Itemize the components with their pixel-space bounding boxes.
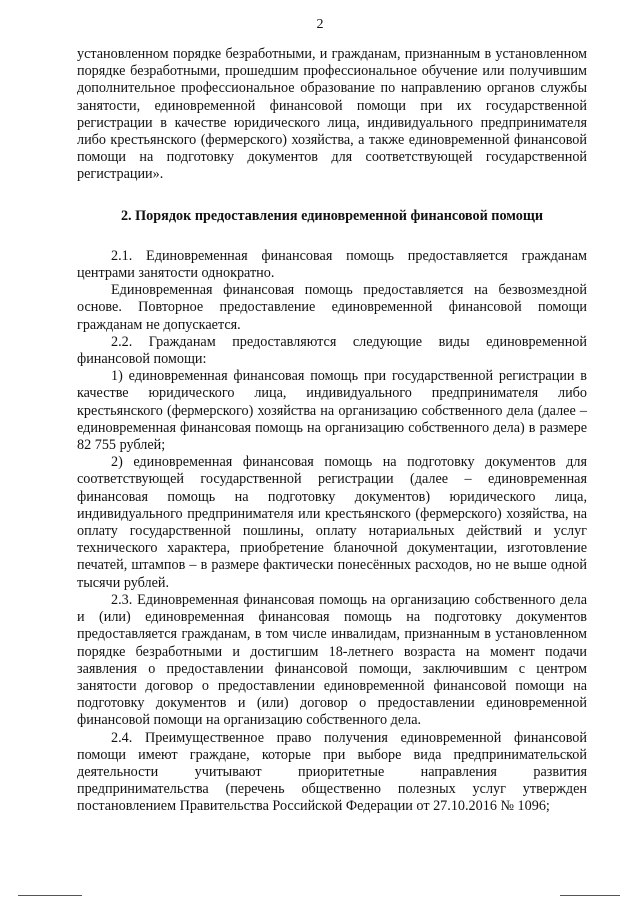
paragraph-2-1: 2.1. Единовременная финансовая помощь предоставляется гражданам центрами занятости однократно. [77,247,587,282]
footer-rule-left [18,895,82,896]
document-body [77,46,587,816]
paragraph-2-4: 2.4. Преимущественное право получения единовременной финансовой помощи имеют граждане, которые при выборе вида предпринимательской деятельности учитывают приоритетные направления развития предпринимательства (перечень общественно полезных услуг утвержден постановлением Правительства Российской Федерации от 27.10.2016 № 1096; [77,729,587,815]
paragraph-item-1: 1) единовременная финансовая помощь при государственной регистрации в качестве юридического лица, индивидуального предпринимателя либо крестьянского (фермерского) хозяйства на организацию собственного дела (далее – единовременная финансовая помощь на организацию собственного дела) в размере 82 755 рублей; [77,368,587,454]
page-number: 2 [316,17,324,32]
paragraph-2-2: 2.2. Гражданам предоставляются следующие виды единовременной финансовой помощи: [77,333,587,368]
paragraph-2-3: 2.3. Единовременная финансовая помощь на организацию собственного дела и (или) единовременная финансовая помощь на подготовку документов предоставляется гражданам, в том числе инвалидам, признанным в установленном порядке безработными и достигшим 18-летнего возраста на момент подачи заявления о предоставлении финансовой помощи, заключившим с центром занятости договор о предоставлении единовременной финансовой помощи на подготовку документов и (или) договор о предоставлении единовременной финансовой помощи на организацию собственного дела. [77,591,587,729]
footer-rule-right [560,895,620,896]
paragraph-free-basis: Единовременная финансовая помощь предоставляется на безвозмездной основе. Повторное предоставление единовременной финансовой помощи гражданам не допускается. [77,282,587,333]
section-heading: 2. Порядок предоставления единовременной финансовой помощи [120,207,544,224]
paragraph-item-2: 2) единовременная финансовая помощь на подготовку документов для соответствующей государственной регистрации (далее – единовременная финансовая помощь на подготовку документов) юридического лица, индивидуального предпринимателя или крестьянского (фермерского) хозяйства, на оплату государственной пошлины, оплату нотариальных действий и услуг технического характера, приобретение бланочной документации, изготовление печатей, штампов – в размере фактически понесённых расходов, но не выше одной тысячи рублей. [77,454,587,591]
intro-paragraph: установленном порядке безработными, и гражданам, признанным в установленном порядке безработными, прошедшим профессиональное обучение или получившим дополнительное профессиональное образование по направлению органов службы занятости, единовременной финансовой помощи при их государственной регистрации в качестве юридического лица, индивидуального предпринимателя либо крестьянского (фермерского) хозяйства, а также единовременной финансовой помощи на подготовку документов для соответствующей государственной регистрации». [77,46,587,183]
